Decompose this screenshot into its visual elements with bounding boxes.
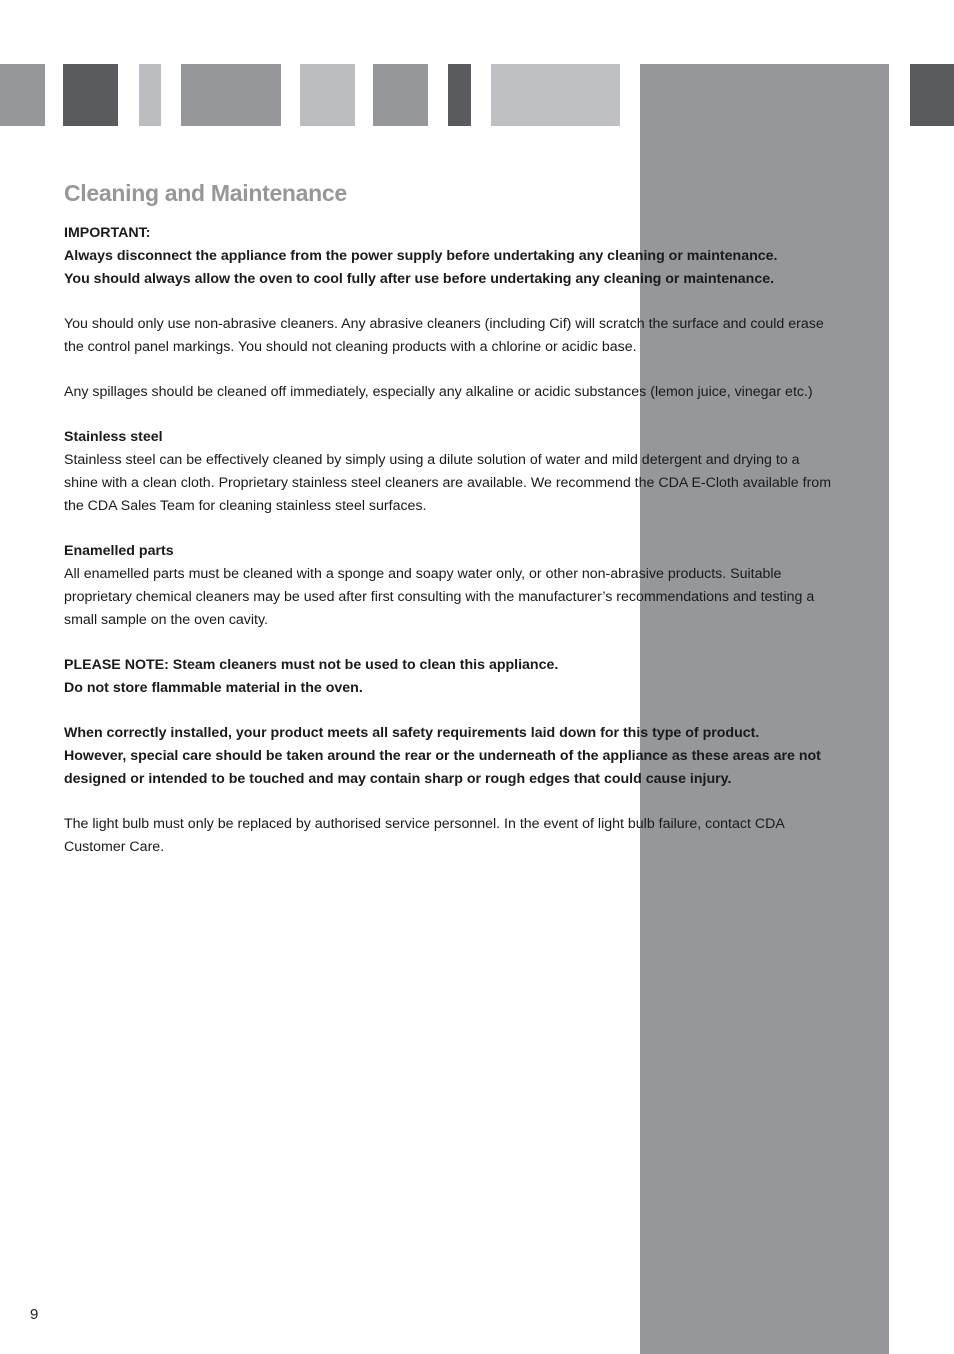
main-content — [64, 176, 834, 859]
spillages-paragraph: Any spillages should be cleaned off immediately, especially any alkaline or acidic substances (lemon juice, vinegar etc.) — [64, 384, 813, 400]
header-block — [139, 64, 161, 126]
header-block — [181, 64, 281, 126]
header-block — [373, 64, 428, 126]
enamelled-heading: Enamelled parts — [64, 543, 174, 559]
important-line-cool: You should always allow the oven to cool fully after use before undertaking any cleaning or maintenance. — [64, 271, 775, 287]
header-block — [491, 64, 620, 126]
stainless-heading: Stainless steel — [64, 429, 163, 445]
safety-line-care: However, special care should be taken around the rear or the underneath of the appliance as these areas are not designed or intended to be touched and may contain sharp or rough edges that could cause injury. — [64, 748, 821, 787]
bulb-paragraph: The light bulb must only be replaced by authorised service personnel. In the event of light bulb failure, contact CDA Customer Care. — [64, 816, 785, 855]
important-heading: IMPORTANT: — [64, 225, 151, 241]
header-block — [448, 64, 471, 126]
important-line-disconnect: Always disconnect the appliance from the power supply before undertaking any cleaning or maintenance. — [64, 248, 778, 264]
header-block — [300, 64, 355, 126]
stainless-text: Stainless steel can be effectively cleaned by simply using a dilute solution of water and mild detergent and drying to a shine with a clean cloth. Proprietary stainless steel cleaners are available. We recommend the CDA E-Cloth available from the CDA Sales Team for cleaning stainless steel surfaces. — [64, 452, 832, 514]
page-number: 9 — [30, 1306, 39, 1323]
header-block — [63, 64, 118, 126]
header-block — [0, 64, 45, 126]
page-title: Cleaning and Maintenance — [64, 180, 347, 206]
safety-line-installed: When correctly installed, your product meets all safety requirements laid down for this type of product. — [64, 725, 760, 741]
note-flammable: Do not store flammable material in the oven. — [64, 680, 363, 696]
cleaners-paragraph: You should only use non-abrasive cleaners. Any abrasive cleaners (including Cif) will scratch the surface and could erase the control panel markings. You should not cleaning products with a chlorine or acidic base. — [64, 316, 824, 355]
note-steam-cleaners: PLEASE NOTE: Steam cleaners must not be used to clean this appliance. — [64, 657, 559, 673]
enamelled-text: All enamelled parts must be cleaned with a sponge and soapy water only, or other non-abrasive products. Suitable proprietary chemical cleaners may be used after first consulting with the manufacturer’s recommendations and testing a small sample on the oven cavity. — [64, 566, 815, 628]
header-block — [910, 64, 954, 126]
